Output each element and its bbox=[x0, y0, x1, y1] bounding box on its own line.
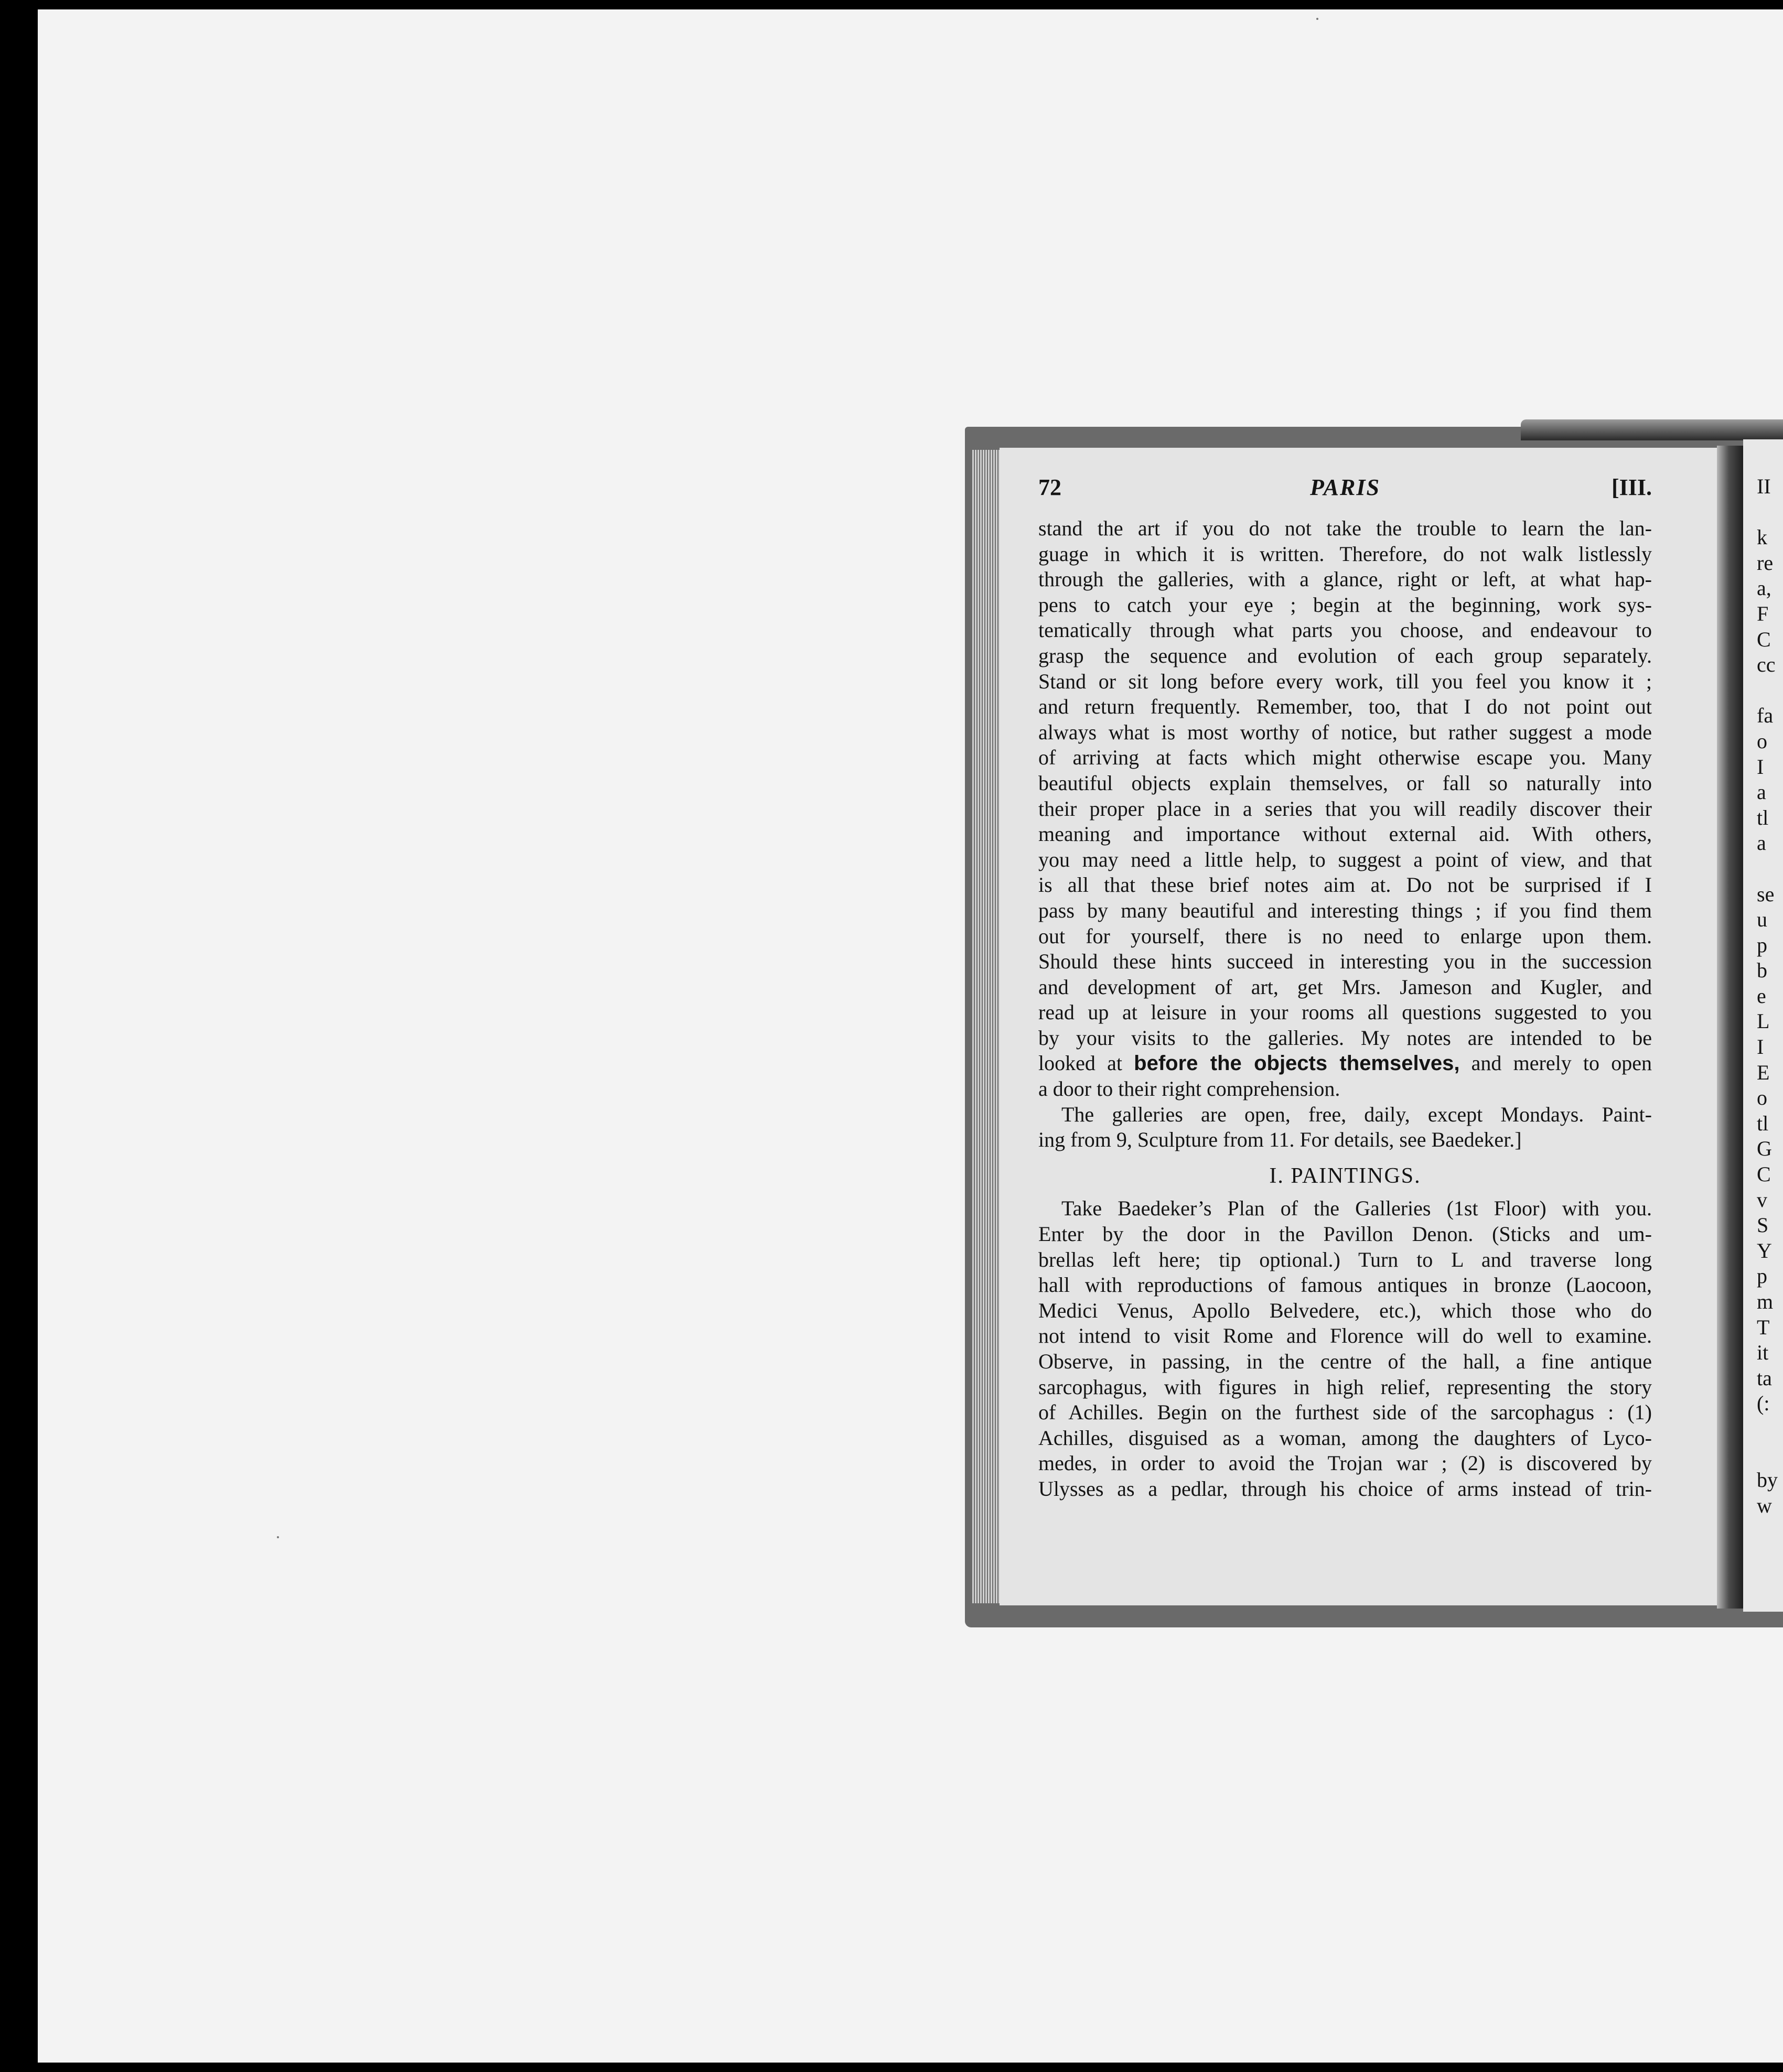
fragment-line: I bbox=[1757, 1035, 1764, 1059]
fragment-line: u bbox=[1757, 908, 1767, 932]
text-line: and return frequently. Remember, too, that I do not point out bbox=[1038, 695, 1652, 719]
fragment-line: (: bbox=[1757, 1391, 1770, 1416]
text-line: medes, in order to avoid the Trojan war ; (2) is discovered by bbox=[1038, 1451, 1652, 1475]
fragment-line: tl bbox=[1757, 1111, 1769, 1135]
scan-border bbox=[0, 2063, 1783, 2072]
text-line: beautiful objects explain themselves, or fall so naturally into bbox=[1038, 771, 1652, 795]
fragment-line: C bbox=[1757, 627, 1771, 651]
fragment-line: se bbox=[1757, 882, 1775, 906]
text-line: of arriving at facts which might otherwise escape you. Many bbox=[1038, 746, 1652, 770]
fragment-line bbox=[1757, 500, 1783, 525]
fragment-line: F bbox=[1757, 601, 1769, 625]
page-number: 72 bbox=[1038, 474, 1061, 500]
fragment-line: e bbox=[1757, 984, 1766, 1008]
body-text bbox=[1038, 516, 1652, 1502]
text-line: Medici Venus, Apollo Belvedere, etc.), which those who do bbox=[1038, 1298, 1652, 1322]
text-line: of Achilles. Begin on the furthest side of the sarcophagus : (1) bbox=[1038, 1400, 1652, 1424]
text-line: their proper place in a series that you will readily discover their bbox=[1038, 796, 1652, 821]
fragment-line: E bbox=[1757, 1060, 1770, 1084]
text-line: Should these hints succeed in interesting you in the succession bbox=[1038, 949, 1652, 974]
text-line: The galleries are open, free, daily, except Mondays. Paint- bbox=[1061, 1102, 1652, 1126]
fragment-line: a bbox=[1757, 780, 1766, 804]
fragment-line bbox=[1757, 1442, 1783, 1468]
text-line: a door to their right comprehension. bbox=[1038, 1077, 1340, 1101]
fragment-line: ta bbox=[1757, 1366, 1772, 1390]
text-line: pass by many beautiful and interesting things ; if you find them bbox=[1038, 898, 1652, 922]
text-line: brellas left here; tip optional.) Turn to L and traverse long bbox=[1038, 1247, 1652, 1271]
fragment-line: w bbox=[1757, 1493, 1772, 1517]
paragraph-1 bbox=[1038, 516, 1652, 1102]
fragment-line: tl bbox=[1757, 805, 1769, 829]
fragment-line: fa bbox=[1757, 704, 1774, 728]
fragment-line: a bbox=[1757, 831, 1766, 855]
text-line-emphasis bbox=[1038, 1051, 1652, 1076]
text-line: pens to catch your eye ; begin at the beginning, work sys- bbox=[1038, 592, 1652, 617]
text-line: stand the art if you do not take the trouble to learn the lan- bbox=[1038, 516, 1652, 540]
text-line: ing from 9, Sculpture from 11. For details, see Baedeker.] bbox=[1038, 1128, 1522, 1152]
text-line: meaning and importance without external aid. With others, bbox=[1038, 822, 1652, 846]
fragment-line: o bbox=[1757, 1086, 1767, 1110]
text-run: looked at bbox=[1038, 1051, 1134, 1075]
facing-page-fragments bbox=[1757, 474, 1783, 1518]
text-line: you may need a little help, to suggest a point of view, and that bbox=[1038, 847, 1652, 871]
running-head: PARIS bbox=[1310, 474, 1380, 500]
fragment-line: a, bbox=[1757, 576, 1771, 600]
book-gutter bbox=[1717, 446, 1743, 1609]
fragment-line: L bbox=[1757, 1009, 1770, 1033]
fragment-line bbox=[1757, 856, 1783, 882]
page-edges bbox=[972, 450, 1000, 1603]
text-line: grasp the sequence and evolution of each group separately. bbox=[1038, 643, 1652, 667]
paragraph-3 bbox=[1038, 1196, 1652, 1502]
page-header bbox=[1038, 474, 1652, 503]
fragment-line: by bbox=[1757, 1468, 1778, 1492]
text-line: Ulysses as a pedlar, through his choice of arms instead of trin- bbox=[1038, 1476, 1652, 1501]
text-line: out for yourself, there is no need to enlarge upon them. bbox=[1038, 924, 1652, 948]
text-line: hall with reproductions of famous antiques in bronze (Laocoon, bbox=[1038, 1273, 1652, 1297]
fragment-line: II bbox=[1757, 474, 1771, 498]
fragment-line: T bbox=[1757, 1315, 1770, 1339]
text-line: Stand or sit long before every work, till you feel you know it ; bbox=[1038, 669, 1652, 693]
fragment-line: b bbox=[1757, 958, 1767, 983]
open-book bbox=[965, 419, 1783, 1625]
fragment-line: k bbox=[1757, 525, 1767, 549]
text-line: through the galleries, with a glance, right or left, at what hap- bbox=[1038, 567, 1652, 591]
text-line: always what is most worthy of notice, but rather suggest a mode bbox=[1038, 720, 1652, 744]
text-line: Take Baedeker’s Plan of the Galleries (1st Floor) with you. bbox=[1061, 1196, 1652, 1221]
cover-edge bbox=[1521, 419, 1783, 440]
text-line: sarcophagus, with figures in high relief, representing the story bbox=[1038, 1375, 1652, 1399]
text-line: guage in which it is written. Therefore, do not walk listlessly bbox=[1038, 542, 1652, 566]
text-line: is all that these brief notes aim at. Do not be surprised if I bbox=[1038, 873, 1652, 897]
fragment-line: v bbox=[1757, 1188, 1767, 1212]
fragment-line: re bbox=[1757, 551, 1774, 575]
fragment-line: p bbox=[1757, 933, 1767, 957]
text-line: and development of art, get Mrs. Jameson and Kugler, and bbox=[1038, 975, 1652, 999]
fragment-line: G bbox=[1757, 1137, 1772, 1161]
fragment-line: I bbox=[1757, 754, 1764, 779]
scan-speck bbox=[1316, 18, 1318, 20]
fragment-line: Y bbox=[1757, 1238, 1772, 1262]
text-line: by your visits to the galleries. My notes are intended to be bbox=[1038, 1026, 1652, 1050]
fragment-line bbox=[1757, 678, 1783, 704]
text-line: tematically through what parts you choose, and endeavour to bbox=[1038, 618, 1652, 642]
fragment-line: it bbox=[1757, 1341, 1769, 1365]
fragment-line: o bbox=[1757, 729, 1767, 753]
text-line: read up at leisure in your rooms all questions suggested to you bbox=[1038, 1000, 1652, 1024]
text-run: and merely to open bbox=[1459, 1051, 1652, 1075]
scan-speck bbox=[277, 1536, 279, 1538]
fragment-line: m bbox=[1757, 1290, 1774, 1313]
text-line: Achilles, disguised as a woman, among the daughters of Lyco- bbox=[1038, 1426, 1652, 1450]
text-line: Enter by the door in the Pavillon Denon. (Sticks and um- bbox=[1038, 1222, 1652, 1246]
chapter-mark: [III. bbox=[1611, 474, 1652, 500]
fragment-line bbox=[1757, 1417, 1783, 1442]
fragment-line: C bbox=[1757, 1162, 1771, 1186]
emphasis-phrase: before the objects themselves, bbox=[1134, 1052, 1460, 1075]
fragment-line: cc bbox=[1757, 653, 1776, 677]
section-heading: I. PAINTINGS. bbox=[1269, 1163, 1421, 1188]
text-line: not intend to visit Rome and Florence will do well to examine. bbox=[1038, 1324, 1652, 1348]
paragraph-2 bbox=[1038, 1102, 1652, 1153]
fragment-line: p bbox=[1757, 1264, 1767, 1288]
fragment-line: S bbox=[1757, 1213, 1769, 1237]
text-line: Observe, in passing, in the centre of the hall, a fine antique bbox=[1038, 1350, 1652, 1373]
